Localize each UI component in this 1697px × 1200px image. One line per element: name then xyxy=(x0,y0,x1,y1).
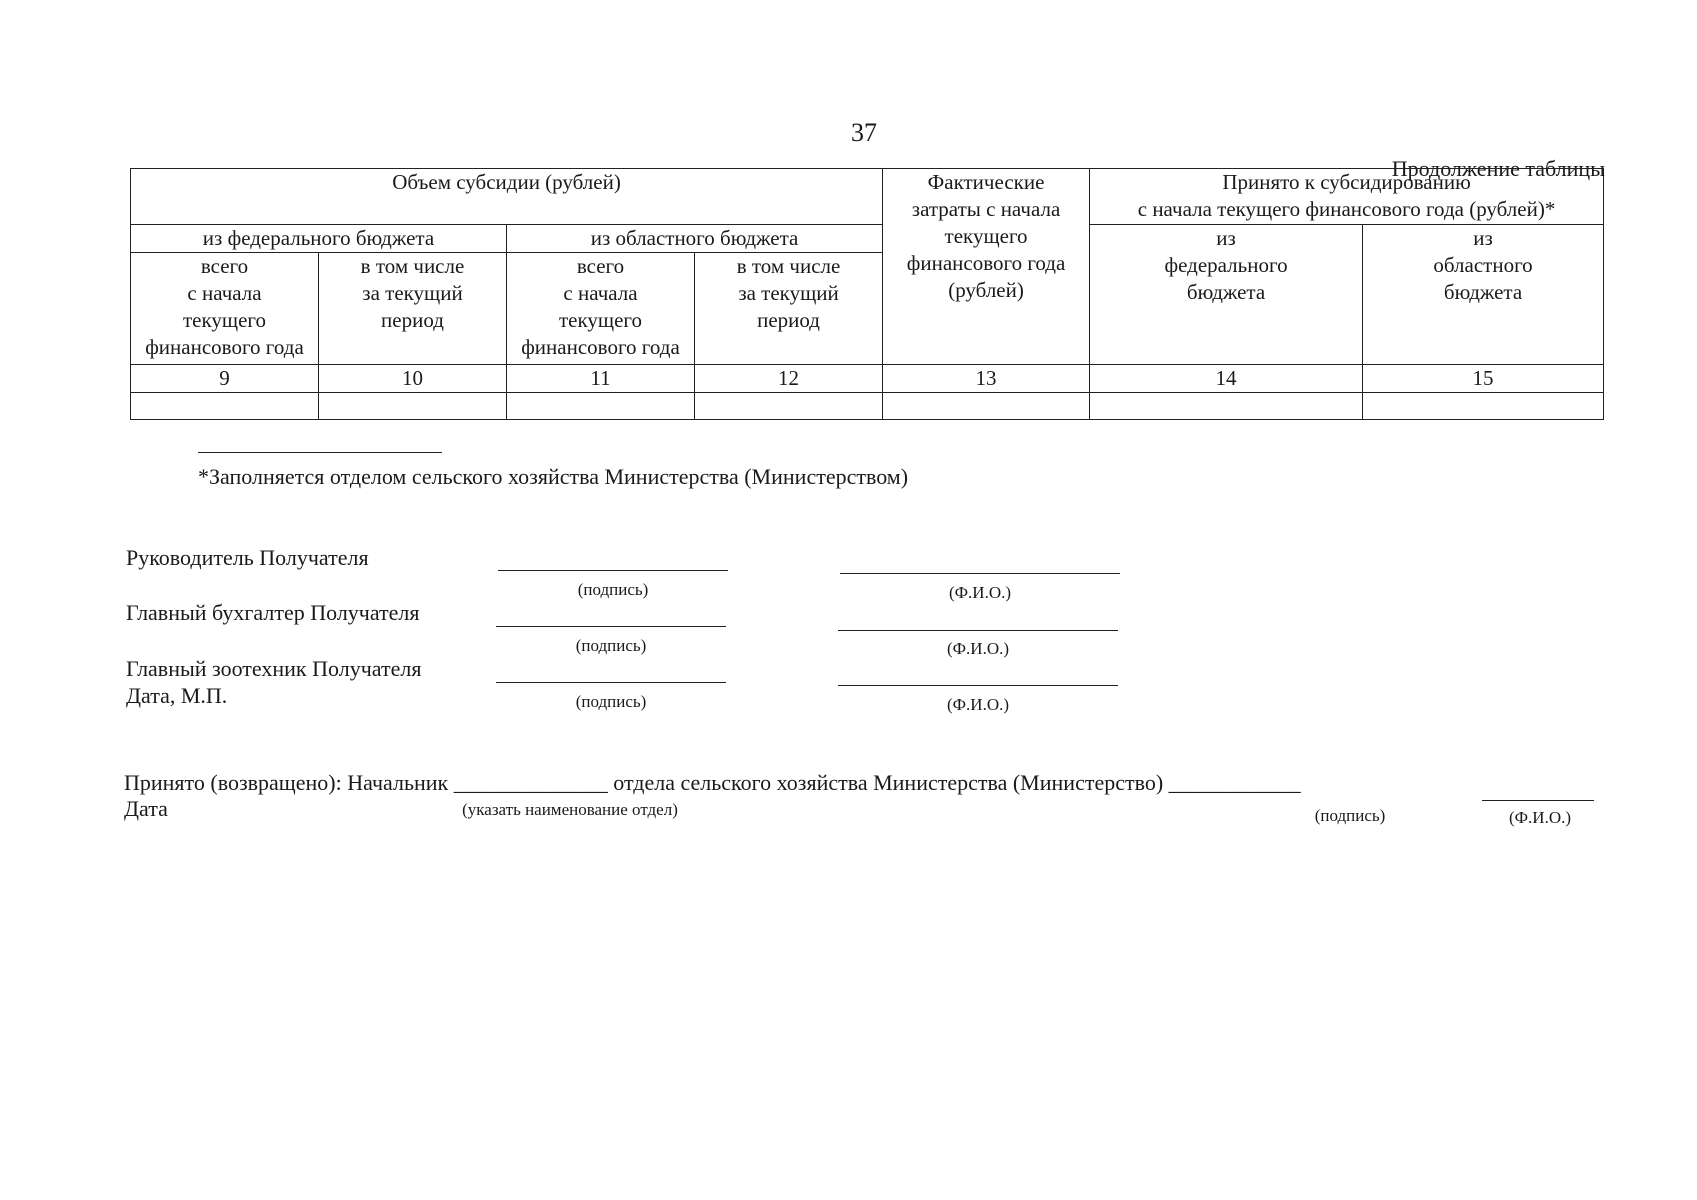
column-number: 9 xyxy=(131,365,319,393)
name-caption: (Ф.И.О.) xyxy=(948,583,1012,602)
acceptance-signature-caption: (подпись) xyxy=(1314,806,1386,825)
column-number: 12 xyxy=(695,365,883,393)
zootechnician-signature-line[interactable] xyxy=(496,682,726,683)
head-of-recipient-label: Руководитель Получателя xyxy=(126,545,369,570)
header-federal-total: всего с начала текущего финансового года xyxy=(131,253,319,365)
acceptance-name-line[interactable] xyxy=(1482,800,1594,801)
chief-accountant-label: Главный бухгалтер Получателя xyxy=(126,600,420,625)
page-number: 37 xyxy=(851,118,877,147)
header-regional-budget: из областного бюджета xyxy=(507,225,883,253)
head-name-line[interactable] xyxy=(840,573,1120,574)
head-signature-line[interactable] xyxy=(498,570,728,571)
signature-caption: (подпись) xyxy=(575,636,647,655)
column-number: 15 xyxy=(1363,365,1604,393)
footnote: *Заполняется отделом сельского хозяйства Министерства (Министерством) xyxy=(198,464,909,489)
data-cell[interactable] xyxy=(507,393,695,420)
data-cell[interactable] xyxy=(695,393,883,420)
column-number: 14 xyxy=(1090,365,1363,393)
chief-zootechnician-label: Главный зоотехник Получателя xyxy=(126,656,422,681)
name-caption: (Ф.И.О.) xyxy=(946,639,1010,658)
data-cell[interactable] xyxy=(1363,393,1604,420)
column-number: 13 xyxy=(883,365,1090,393)
data-cell[interactable] xyxy=(883,393,1090,420)
header-row-2 xyxy=(131,225,1604,253)
header-actual-costs: Фактические затраты с начала текущего финансового года (рублей) xyxy=(883,169,1090,365)
accountant-name-line[interactable] xyxy=(838,630,1118,631)
signature-caption: (подпись) xyxy=(575,692,647,711)
accountant-signature-line[interactable] xyxy=(496,626,726,627)
column-number-row xyxy=(131,365,1604,393)
acceptance-signature-blank[interactable]: ____________ xyxy=(1168,770,1301,795)
column-number: 10 xyxy=(319,365,507,393)
zootechnician-name-line[interactable] xyxy=(838,685,1118,686)
footnote-separator xyxy=(198,452,442,453)
header-federal-current-period: в том числе за текущий период xyxy=(319,253,507,365)
department-blank[interactable]: ______________ xyxy=(453,770,608,795)
name-caption: (Ф.И.О.) xyxy=(946,695,1010,714)
acceptance-date-label: Дата xyxy=(124,796,168,821)
subsidy-table xyxy=(130,168,1604,420)
column-number: 11 xyxy=(507,365,695,393)
header-accepted-for-subsidy: Принято к субсидированию с начала текущего финансового года (рублей)* xyxy=(1090,169,1604,225)
data-cell[interactable] xyxy=(131,393,319,420)
header-subsidy-volume: Объем субсидии (рублей) xyxy=(131,169,883,225)
department-caption: (указать наименование отдел) xyxy=(462,800,678,819)
date-stamp-label: Дата, М.П. xyxy=(126,683,228,708)
header-row-1 xyxy=(131,169,1604,225)
acceptance-name-caption: (Ф.И.О.) xyxy=(1508,808,1572,827)
header-regional-total: всего с начала текущего финансового года xyxy=(507,253,695,365)
header-from-regional: из областного бюджета xyxy=(1363,225,1604,365)
header-regional-current-period: в том числе за текущий период xyxy=(695,253,883,365)
blank-data-row xyxy=(131,393,1604,420)
signature-caption: (подпись) xyxy=(577,580,649,599)
data-cell[interactable] xyxy=(1090,393,1363,420)
continuation-label: Продолжение таблицы xyxy=(1391,156,1605,181)
header-from-federal: из федерального бюджета xyxy=(1090,225,1363,365)
header-federal-budget: из федерального бюджета xyxy=(131,225,507,253)
acceptance-line: Принято (возвращено): Начальник ______________ отдела сельского хозяйства Министерства (Министерство) ____________ xyxy=(124,770,1301,795)
data-cell[interactable] xyxy=(319,393,507,420)
